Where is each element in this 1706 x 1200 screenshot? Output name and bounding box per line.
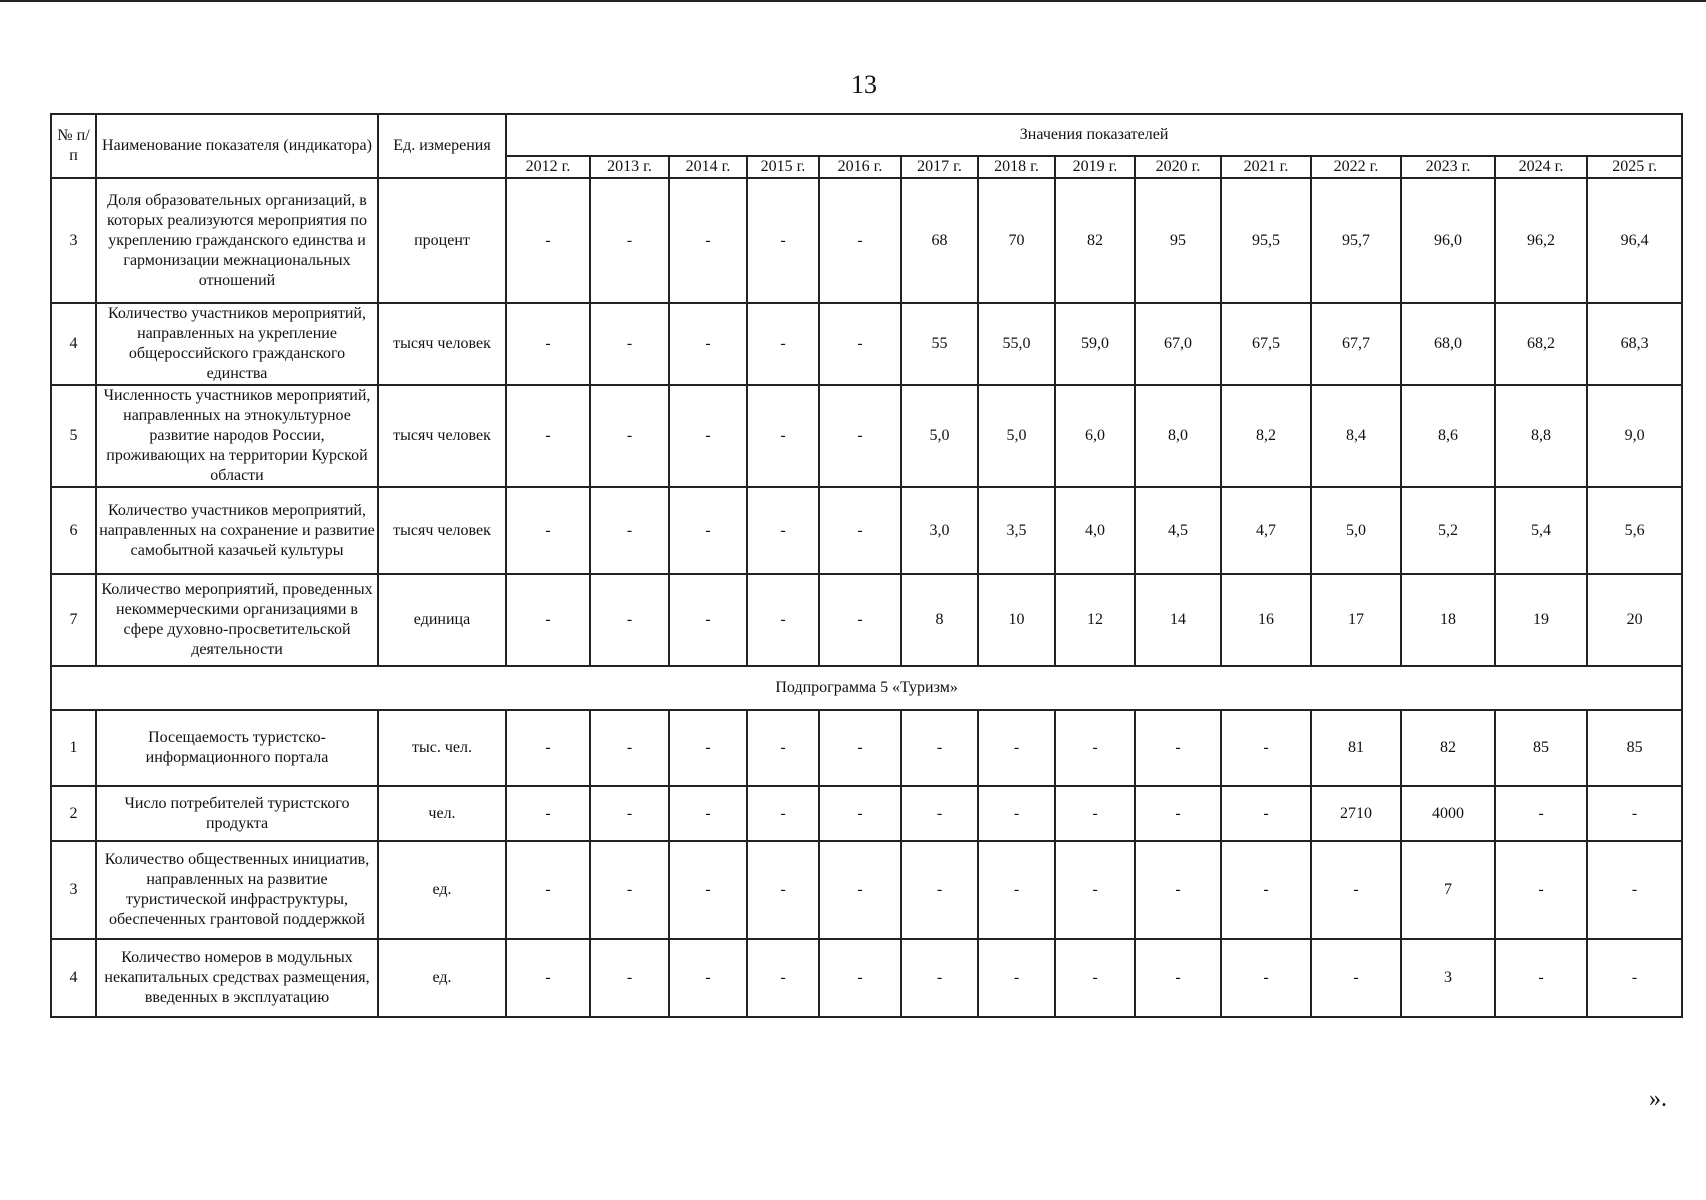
value-cell: -	[506, 939, 590, 1017]
year-header: 2025 г.	[1587, 156, 1682, 178]
value-cell: -	[590, 710, 669, 786]
indicator-name: Количество номеров в модульных некапитальных средствах размещения, введенных в эксплуатацию	[96, 939, 378, 1017]
row-number: 3	[51, 841, 96, 939]
value-cell: 16	[1221, 574, 1311, 666]
value-cell: -	[506, 487, 590, 574]
value-cell: -	[901, 710, 978, 786]
value-cell: 5,0	[978, 385, 1055, 487]
value-cell: -	[590, 574, 669, 666]
value-cell: -	[1495, 841, 1587, 939]
indicator-name: Количество участников мероприятий, направленных на укрепление общероссийского гражданского единства	[96, 303, 378, 385]
value-cell: 82	[1401, 710, 1495, 786]
indicator-name: Количество мероприятий, проведенных некоммерческими организациями в сфере духовно-просветительской деятельности	[96, 574, 378, 666]
closing-quote-mark: ».	[1649, 1086, 1667, 1112]
value-cell: -	[1055, 710, 1135, 786]
value-cell: 85	[1587, 710, 1682, 786]
value-cell: -	[978, 710, 1055, 786]
value-cell: 3,5	[978, 487, 1055, 574]
value-cell: 96,2	[1495, 178, 1587, 303]
year-header: 2022 г.	[1311, 156, 1401, 178]
value-cell: -	[669, 178, 747, 303]
value-cell: -	[819, 385, 901, 487]
value-cell: -	[978, 841, 1055, 939]
value-cell: -	[978, 939, 1055, 1017]
value-cell: 96,4	[1587, 178, 1682, 303]
value-cell: -	[747, 841, 819, 939]
value-cell: 8,4	[1311, 385, 1401, 487]
value-cell: -	[1221, 710, 1311, 786]
value-cell: -	[747, 574, 819, 666]
value-cell: 68	[901, 178, 978, 303]
section-row	[51, 666, 1682, 710]
value-cell: -	[669, 939, 747, 1017]
value-cell: -	[819, 841, 901, 939]
year-header: 2018 г.	[978, 156, 1055, 178]
value-cell: -	[747, 178, 819, 303]
value-cell: -	[1587, 841, 1682, 939]
indicator-name: Количество общественных инициатив, направленных на развитие туристической инфраструктуры, обеспеченных грантовой поддержкой	[96, 841, 378, 939]
value-cell: 5,0	[901, 385, 978, 487]
header-name: Наименование показателя (индикатора)	[96, 114, 378, 178]
year-header: 2017 г.	[901, 156, 978, 178]
value-cell: -	[819, 939, 901, 1017]
value-cell: -	[978, 786, 1055, 841]
value-cell: 67,7	[1311, 303, 1401, 385]
table-row	[51, 710, 1682, 786]
row-number: 6	[51, 487, 96, 574]
value-cell: 95,5	[1221, 178, 1311, 303]
value-cell: -	[669, 487, 747, 574]
value-cell: 96,0	[1401, 178, 1495, 303]
value-cell: -	[1055, 841, 1135, 939]
indicator-name: Доля образовательных организаций, в которых реализуются мероприятия по укреплению гражданского единства и гармонизации межнациональных отношений	[96, 178, 378, 303]
value-cell: 3,0	[901, 487, 978, 574]
value-cell: -	[747, 786, 819, 841]
page-top-edge	[0, 0, 1706, 2]
value-cell: 14	[1135, 574, 1221, 666]
value-cell: -	[819, 574, 901, 666]
value-cell: 5,0	[1311, 487, 1401, 574]
value-cell: 4,5	[1135, 487, 1221, 574]
value-cell: -	[669, 303, 747, 385]
value-cell: 4,7	[1221, 487, 1311, 574]
year-header: 2012 г.	[506, 156, 590, 178]
value-cell: 8,8	[1495, 385, 1587, 487]
value-cell: -	[1587, 939, 1682, 1017]
indicator-name: Число потребителей туристского продукта	[96, 786, 378, 841]
value-cell: -	[747, 487, 819, 574]
value-cell: -	[669, 574, 747, 666]
table-body	[51, 178, 1682, 1017]
value-cell: -	[747, 710, 819, 786]
year-header: 2015 г.	[747, 156, 819, 178]
value-cell: 4000	[1401, 786, 1495, 841]
value-cell: -	[1495, 939, 1587, 1017]
unit-cell: тысяч человек	[378, 303, 506, 385]
value-cell: 18	[1401, 574, 1495, 666]
indicator-name: Численность участников мероприятий, направленных на этнокультурное развитие народов России, проживающих на территории Курской области	[96, 385, 378, 487]
value-cell: -	[590, 786, 669, 841]
value-cell: -	[901, 786, 978, 841]
value-cell: 5,6	[1587, 487, 1682, 574]
table-row	[51, 303, 1682, 385]
value-cell: 10	[978, 574, 1055, 666]
value-cell: -	[506, 710, 590, 786]
indicator-name: Количество участников мероприятий, направленных на сохранение и развитие самобытной казачьей культуры	[96, 487, 378, 574]
year-header: 2021 г.	[1221, 156, 1311, 178]
value-cell: -	[747, 385, 819, 487]
value-cell: 95,7	[1311, 178, 1401, 303]
value-cell: -	[669, 786, 747, 841]
value-cell: 5,4	[1495, 487, 1587, 574]
value-cell: -	[506, 303, 590, 385]
value-cell: -	[1135, 939, 1221, 1017]
year-header: 2013 г.	[590, 156, 669, 178]
value-cell: 12	[1055, 574, 1135, 666]
value-cell: 6,0	[1055, 385, 1135, 487]
value-cell: -	[1135, 841, 1221, 939]
header-values: Значения показателей	[506, 114, 1682, 156]
value-cell: 8,0	[1135, 385, 1221, 487]
value-cell: -	[901, 939, 978, 1017]
value-cell: -	[669, 385, 747, 487]
value-cell: -	[819, 786, 901, 841]
value-cell: -	[901, 841, 978, 939]
table-row	[51, 574, 1682, 666]
row-number: 2	[51, 786, 96, 841]
value-cell: -	[1055, 786, 1135, 841]
value-cell: 68,0	[1401, 303, 1495, 385]
value-cell: -	[1587, 786, 1682, 841]
year-header: 2023 г.	[1401, 156, 1495, 178]
value-cell: 55,0	[978, 303, 1055, 385]
header-num: № п/п	[51, 114, 96, 178]
table-row	[51, 487, 1682, 574]
value-cell: -	[669, 710, 747, 786]
value-cell: 7	[1401, 841, 1495, 939]
value-cell: -	[1495, 786, 1587, 841]
value-cell: 9,0	[1587, 385, 1682, 487]
value-cell: 82	[1055, 178, 1135, 303]
value-cell: 67,0	[1135, 303, 1221, 385]
unit-cell: тысяч человек	[378, 385, 506, 487]
value-cell: 3	[1401, 939, 1495, 1017]
value-cell: 85	[1495, 710, 1587, 786]
value-cell: 8,6	[1401, 385, 1495, 487]
value-cell: -	[506, 786, 590, 841]
value-cell: 95	[1135, 178, 1221, 303]
value-cell: 4,0	[1055, 487, 1135, 574]
value-cell: 5,2	[1401, 487, 1495, 574]
value-cell: -	[747, 939, 819, 1017]
value-cell: -	[590, 939, 669, 1017]
value-cell: -	[1135, 710, 1221, 786]
year-header: 2019 г.	[1055, 156, 1135, 178]
value-cell: -	[1055, 939, 1135, 1017]
value-cell: -	[590, 303, 669, 385]
value-cell: -	[819, 178, 901, 303]
value-cell: -	[669, 841, 747, 939]
value-cell: -	[506, 178, 590, 303]
value-cell: -	[1221, 841, 1311, 939]
value-cell: -	[1221, 939, 1311, 1017]
unit-cell: ед.	[378, 841, 506, 939]
value-cell: 55	[901, 303, 978, 385]
year-header: 2020 г.	[1135, 156, 1221, 178]
table-row	[51, 178, 1682, 303]
value-cell: -	[1221, 786, 1311, 841]
value-cell: 8,2	[1221, 385, 1311, 487]
unit-cell: тысяч человек	[378, 487, 506, 574]
unit-cell: тыс. чел.	[378, 710, 506, 786]
row-number: 5	[51, 385, 96, 487]
unit-cell: чел.	[378, 786, 506, 841]
value-cell: 59,0	[1055, 303, 1135, 385]
value-cell: -	[819, 303, 901, 385]
section-title: Подпрограмма 5 «Туризм»	[51, 666, 1682, 710]
table-row	[51, 786, 1682, 841]
table-row	[51, 385, 1682, 487]
header-unit: Ед. измерения	[378, 114, 506, 178]
row-number: 4	[51, 303, 96, 385]
value-cell: 70	[978, 178, 1055, 303]
unit-cell: единица	[378, 574, 506, 666]
value-cell: -	[506, 574, 590, 666]
value-cell: 67,5	[1221, 303, 1311, 385]
unit-cell: процент	[378, 178, 506, 303]
page-number: 13	[851, 70, 877, 99]
value-cell: -	[590, 178, 669, 303]
year-header: 2024 г.	[1495, 156, 1587, 178]
value-cell: 81	[1311, 710, 1401, 786]
indicator-name: Посещаемость туристско-информационного портала	[96, 710, 378, 786]
value-cell: -	[819, 710, 901, 786]
value-cell: 19	[1495, 574, 1587, 666]
value-cell: -	[747, 303, 819, 385]
value-cell: 8	[901, 574, 978, 666]
value-cell: -	[1311, 939, 1401, 1017]
value-cell: -	[590, 841, 669, 939]
value-cell: 68,3	[1587, 303, 1682, 385]
indicators-table	[50, 113, 1683, 1018]
row-number: 7	[51, 574, 96, 666]
row-number: 4	[51, 939, 96, 1017]
value-cell: -	[506, 385, 590, 487]
value-cell: -	[590, 487, 669, 574]
year-header: 2016 г.	[819, 156, 901, 178]
table-header	[51, 114, 1682, 178]
value-cell: -	[1311, 841, 1401, 939]
year-header: 2014 г.	[669, 156, 747, 178]
value-cell: -	[1135, 786, 1221, 841]
table-row	[51, 841, 1682, 939]
value-cell: 68,2	[1495, 303, 1587, 385]
row-number: 1	[51, 710, 96, 786]
value-cell: -	[590, 385, 669, 487]
value-cell: 17	[1311, 574, 1401, 666]
value-cell: -	[819, 487, 901, 574]
value-cell: -	[506, 841, 590, 939]
value-cell: 2710	[1311, 786, 1401, 841]
table-row	[51, 939, 1682, 1017]
row-number: 3	[51, 178, 96, 303]
value-cell: 20	[1587, 574, 1682, 666]
unit-cell: ед.	[378, 939, 506, 1017]
